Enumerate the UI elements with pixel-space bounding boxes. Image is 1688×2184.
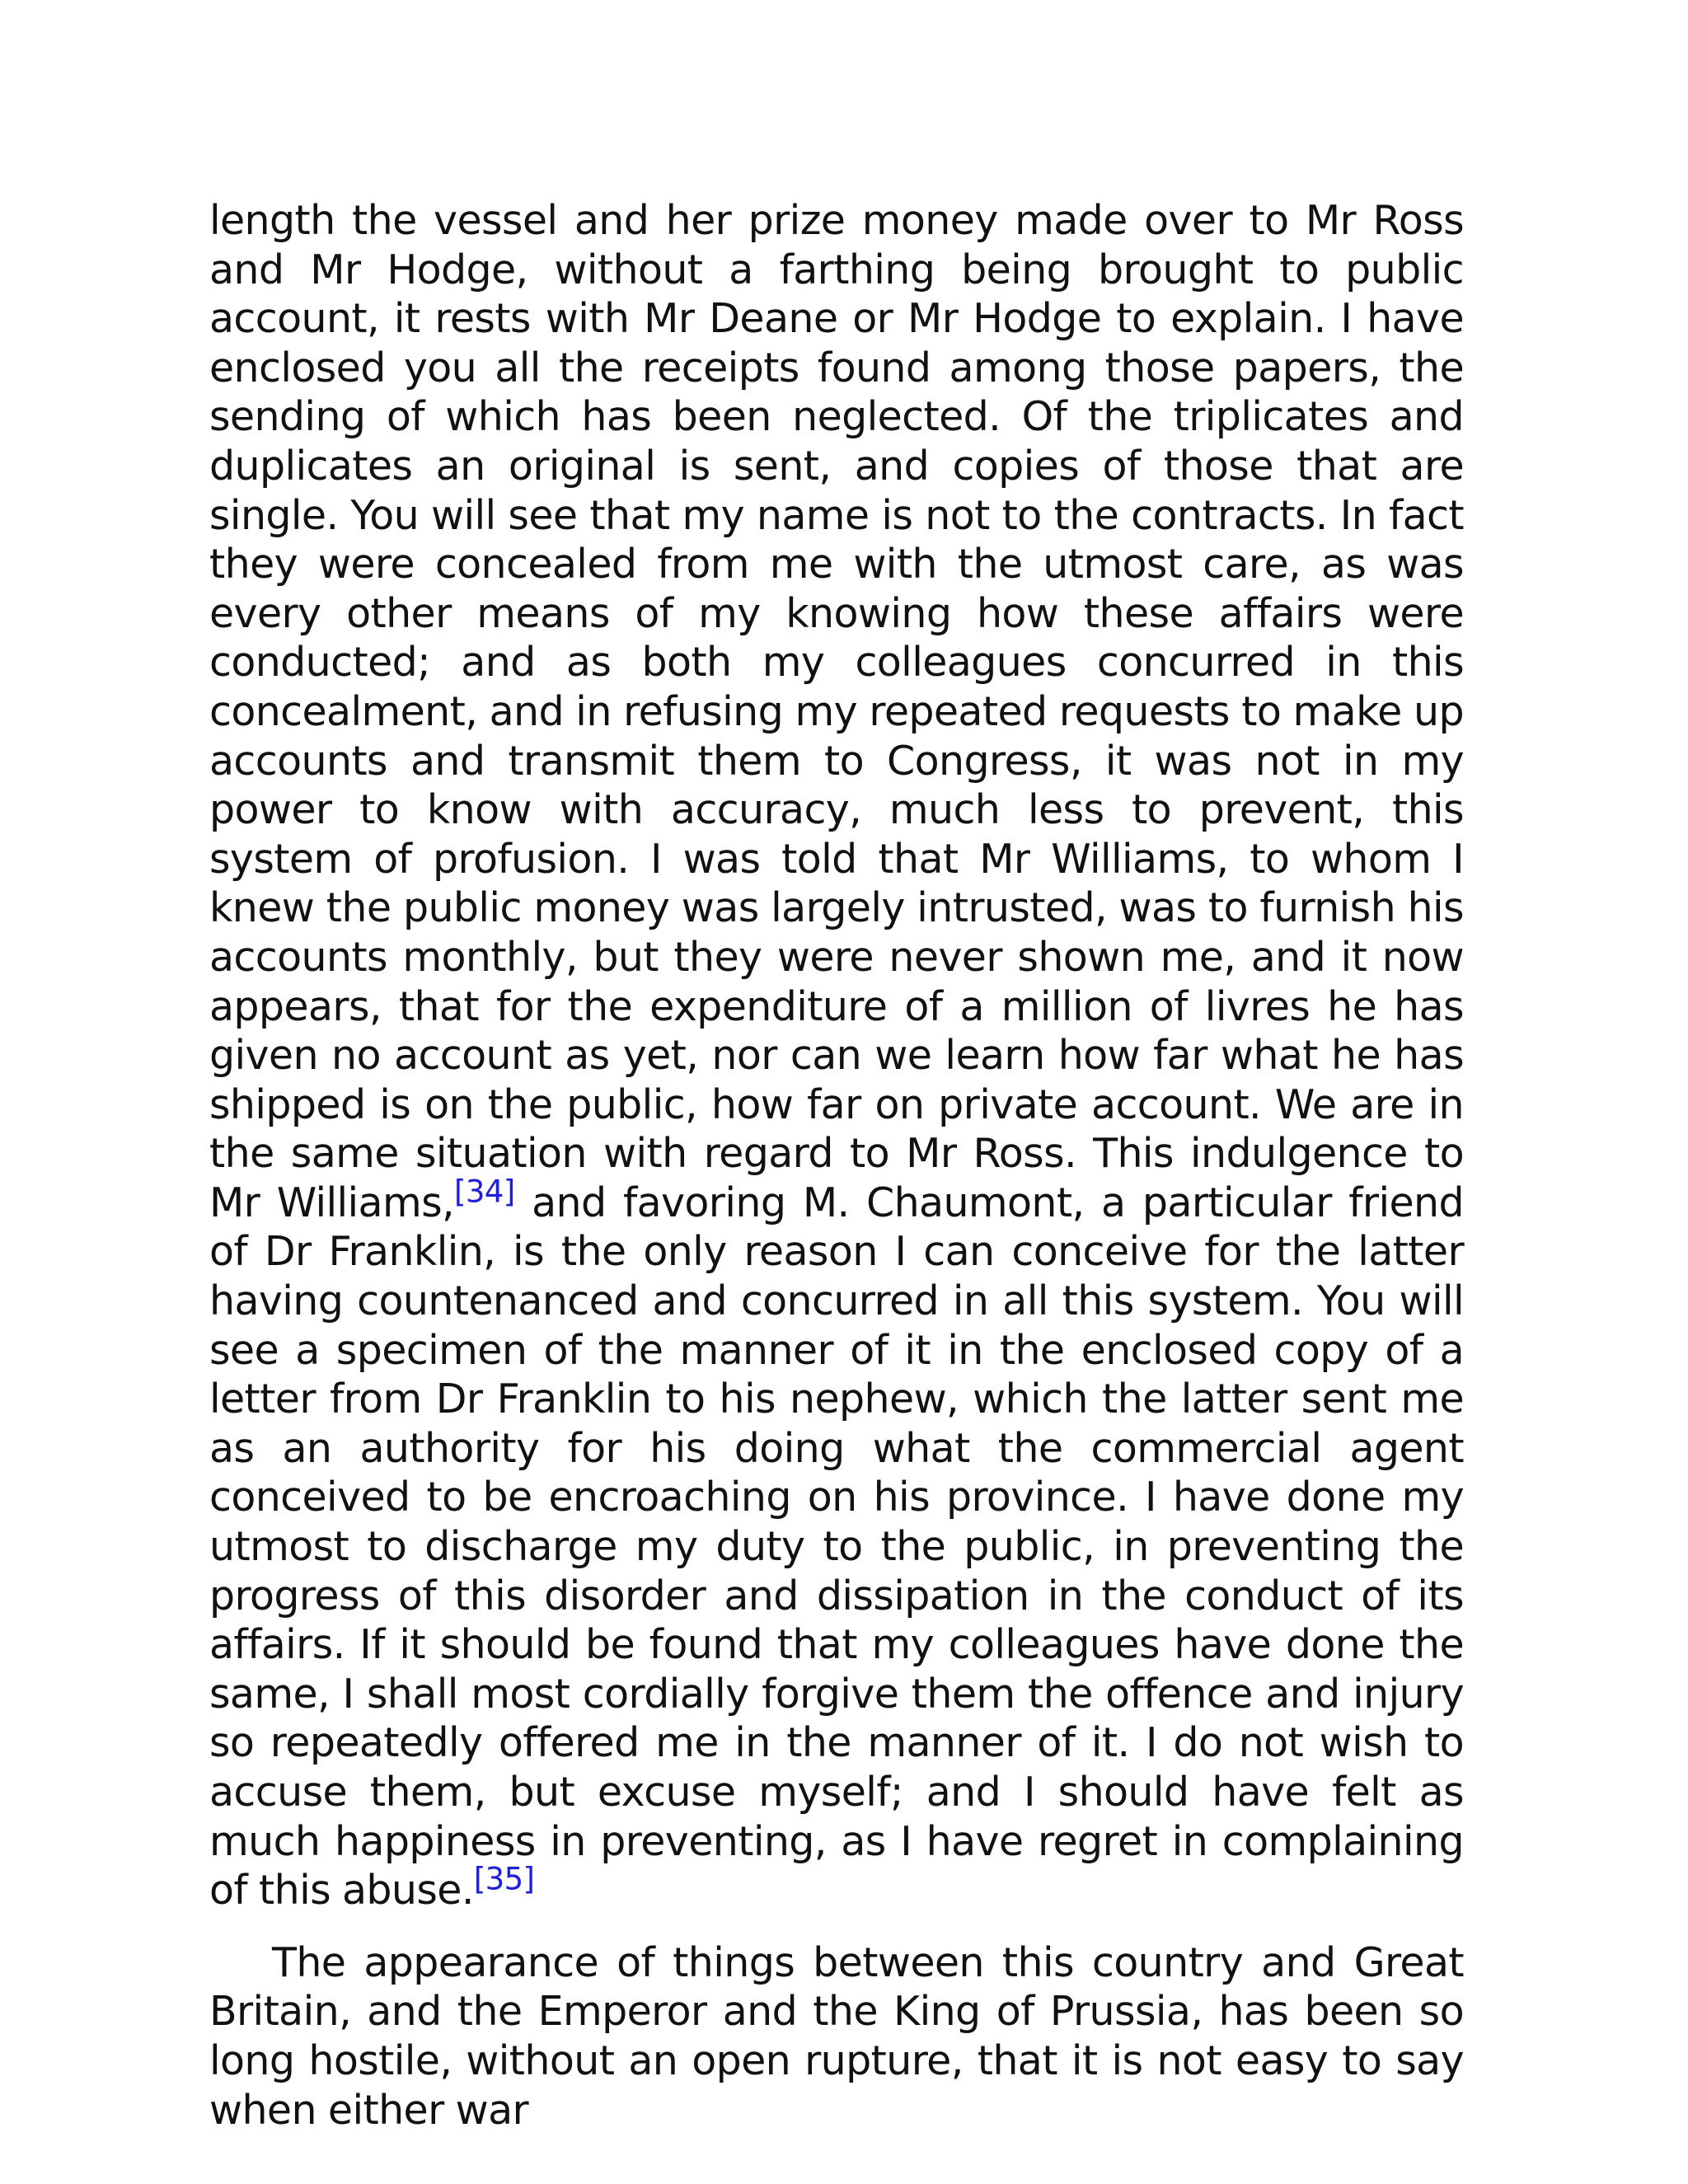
paragraph-text: The appearance of things between this country and Great Britain, and the Emperor and the King of Prussia, has been so long hostile, without an open rupture, that it is not easy to say when either war	[209, 1938, 1464, 2134]
paragraph-text: and favoring M. Chaumont, a particular friend of Dr Franklin, is the only reason I can conceive for the latter having countenanced and concurred in all this system. You will see a specimen of the manner of it in the enclosed copy of a letter from Dr Franklin to his nephew, which the latter sent me as an authority for his doing what the commercial agent conceived to be encroaching on his province. I have done my utmost to discharge my duty to the public, in preventing the progress of this disorder and dissipation in the conduct of its affairs. If it should be found that my colleagues have done the same, I shall most cordially forgive them the offence and injury so repeatedly offered me in the manner of it. I do not wish to accuse them, but excuse myself; and I should have felt as much happiness in preventing, as I have regret in complaining of this abuse.	[209, 1179, 1464, 1915]
footnote-link-35[interactable]: [35]	[473, 1861, 535, 1897]
paragraph-2	[209, 1938, 1464, 2135]
paragraph-1	[209, 196, 1464, 1915]
paragraph-text: length the vessel and her prize money made over to Mr Ross and Mr Hodge, without a farthing being brought to public account, it rests with Mr Deane or Mr Hodge to explain. I have enclosed you all the receipts found among those papers, the sending of which has been neglected. Of the triplicates and duplicates an original is sent, and copies of those that are single. You will see that my name is not to the contracts. In fact they were concealed from me with the utmost care, as was every other means of my knowing how these affairs were conducted; and as both my colleagues concurred in this concealment, and in refusing my repeated requests to make up accounts and transmit them to Congress, it was not in my power to know with accuracy, much less to prevent, this system of profusion. I was told that Mr Williams, to whom I knew the public money was largely intrusted, was to furnish his accounts monthly, but they were never shown me, and it now appears, that for the expenditure of a million of livres he has given no account as yet, nor can we learn how far what he has shipped is on the public, how far on private account. We are in the same situation with regard to Mr Ross. This indulgence to Mr Williams,	[209, 197, 1464, 1226]
footnote-link-34[interactable]: [34]	[454, 1174, 515, 1210]
document-body	[209, 196, 1464, 2135]
